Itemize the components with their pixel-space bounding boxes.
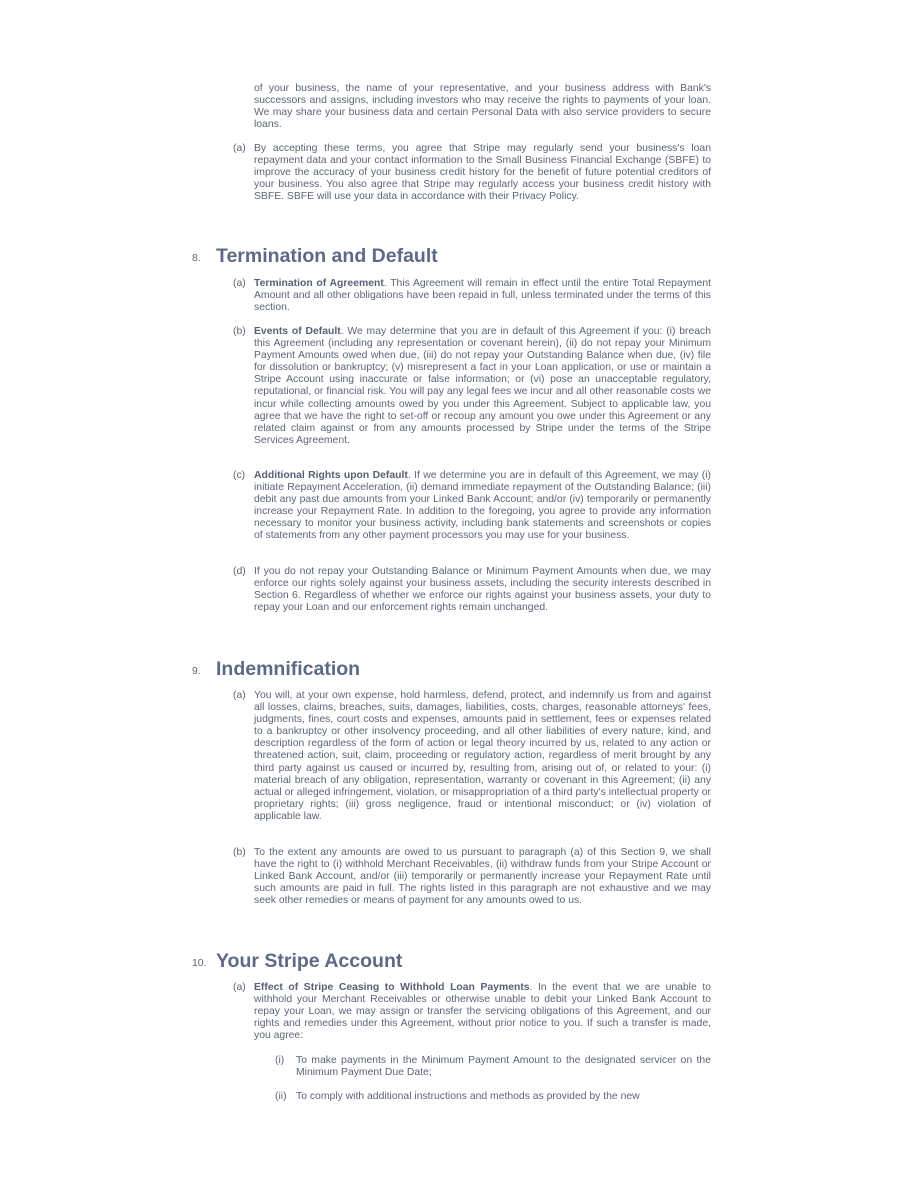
section-number: 9.: [192, 666, 201, 677]
intro-paragraph: of your business, the name of your representative, and your business address with Bank's successors and assigns, including investors who may receive the rights to payments of your loan. We may share your business data and certain Personal Data with also service providers to secure loans.: [254, 83, 711, 131]
item-marker: (c): [233, 470, 246, 481]
section-title: Your Stripe Account: [216, 950, 403, 972]
section-10-subitem-ii: [275, 1091, 711, 1103]
item-marker: (a): [233, 143, 246, 154]
subitem-text: To make payments in the Minimum Payment Amount to the designated servicer on the Minimum Payment Due Date;: [296, 1055, 711, 1079]
section-8-item-c: [233, 470, 711, 543]
item-marker: (d): [233, 566, 246, 577]
section-title: Indemnification: [216, 658, 361, 680]
section-9-item-b: [233, 847, 711, 907]
item-marker: (b): [233, 847, 246, 858]
item-body: . We may determine that you are in default of this Agreement if you: (i) breach this Agreement (including any representation or covenant herein), (ii) do not repay your Minimum Payment Amounts owed when due, (iii) do not repay your Outstanding Balance when due, (iv) file for dissolution or bankruptcy; (v) misrepresent a fact in your Loan application, or use or maintain a Stripe Account using inaccurate or false information; or (vi) pose an unacceptable regulatory, reputational, or financial risk. You will pay any legal fees we incur and all other reasonable costs we incur while collecting amounts owed by you under this Agreement. Subject to applicable law, you agree that we have the right to set-off or recoup any amount you owe under this Agreement or any related claim against or from any amounts processed by Stripe under the terms of the Stripe Services Agreement.: [254, 326, 711, 446]
item-marker: (a): [233, 278, 246, 289]
section-10-subitem-i: [275, 1055, 711, 1079]
item-heading: Termination of Agreement: [254, 278, 384, 289]
subitem-marker: (i): [275, 1055, 285, 1066]
item-body: . In the event that we are unable to withhold your Merchant Receivables or otherwise unable to debit your Linked Bank Account to repay your Loan, we may assign or transfer the servicing obligations of this Agreement, and our rights and remedies under this Agreement, without prior notice to you. If such a transfer is made, you agree:: [254, 982, 711, 1042]
item-heading: Effect of Stripe Ceasing to Withhold Loan Payments: [254, 982, 530, 993]
item-body: . This Agreement will remain in effect until the entire Total Repayment Amount and all other obligations have been repaid in full, unless terminated under the terms of this section.: [254, 278, 711, 314]
item-text: [254, 982, 711, 1042]
item-text: By accepting these terms, you agree that Stripe may regularly send your business's loan repayment data and your contact information to the Small Business Financial Exchange (SBFE) to improve the accuracy of your business credit history for the benefit of future potential creditors of your business. You also agree that Stripe may regularly access your business credit history with SBFE. SBFE will use your data in accordance with their Privacy Policy.: [254, 143, 711, 203]
section-8-item-a: [233, 278, 711, 314]
item-heading: Events of Default: [254, 326, 341, 337]
item-marker: (b): [233, 326, 246, 337]
subitem-marker: (ii): [275, 1091, 287, 1102]
sbfe-item: [233, 143, 711, 203]
section-title: Termination and Default: [216, 245, 438, 267]
item-text: To the extent any amounts are owed to us pursuant to paragraph (a) of this Section 9, we shall have the right to (i) withhold Merchant Receivables, (ii) withdraw funds from your Stripe Account or Linked Bank Account, and/or (iii) temporarily or permanently increase your Repayment Rate until such amounts are paid in full. The rights listed in this paragraph are not exhaustive and we may seek other remedies or means of payment for any amounts owed to us.: [254, 847, 711, 907]
item-heading: Additional Rights upon Default: [254, 470, 408, 481]
item-text: You will, at your own expense, hold harmless, defend, protect, and indemnify us from and against all losses, claims, breaches, suits, damages, liabilities, costs, charges, reasonable attorneys' fees, judgments, fines, court costs and expenses, amounts paid in settlement, fees or expenses related to a bankruptcy or other insolvency proceeding, and all other liabilities of every nature, kind, and description regardless of the form of action or legal theory incurred by us, related to any action or threatened action, suit, claim, proceeding or regulatory action, regardless of merit brought by any third party against us caused or incurred by, resulting from, arising out of, or related to your: (i) material breach of any obligation, representation, warranty or covenant in this Agreement; (ii) any actual or alleged infringement, violation, or misappropriation of a third party's intellectual property or proprietary rights; (iii) gross negligence, fraud or intentional misconduct; or (iv) violation of applicable law.: [254, 690, 711, 822]
item-marker: (a): [233, 690, 246, 701]
section-number: 8.: [192, 253, 201, 264]
section-number: 10.: [192, 958, 207, 969]
section-9-item-a: [233, 690, 711, 823]
item-text: [254, 470, 711, 543]
item-text: [254, 326, 711, 447]
item-body: If you do not repay your Outstanding Balance or Minimum Payment Amounts when due, we may enforce our rights solely against your business assets, including the security interests described in Section 6. Regardless of whether we enforce our rights against your business assets, your duty to repay your Loan and our enforcement rights remain unchanged.: [254, 566, 711, 614]
section-8-item-d: [233, 566, 711, 614]
item-text: [254, 566, 711, 614]
item-text: [254, 278, 711, 314]
item-marker: (a): [233, 982, 246, 993]
section-10-item-a: [233, 982, 711, 1042]
item-body: . If we determine you are in default of this Agreement, we may (i) initiate Repayment Acceleration, (ii) demand immediate repayment of the Outstanding Balance; (iii) debit any past due amounts from your Linked Bank Account; and/or (iv) temporarily or permanently increase your Repayment Rate. In addition to the foregoing, you agree to provide any information necessary to monitor your business activity, including bank statements and screenshots or copies of statements from any other payment processors you may use for your business.: [254, 470, 711, 542]
section-8-item-b: [233, 326, 711, 447]
subitem-text: To comply with additional instructions and methods as provided by the new: [296, 1091, 640, 1102]
